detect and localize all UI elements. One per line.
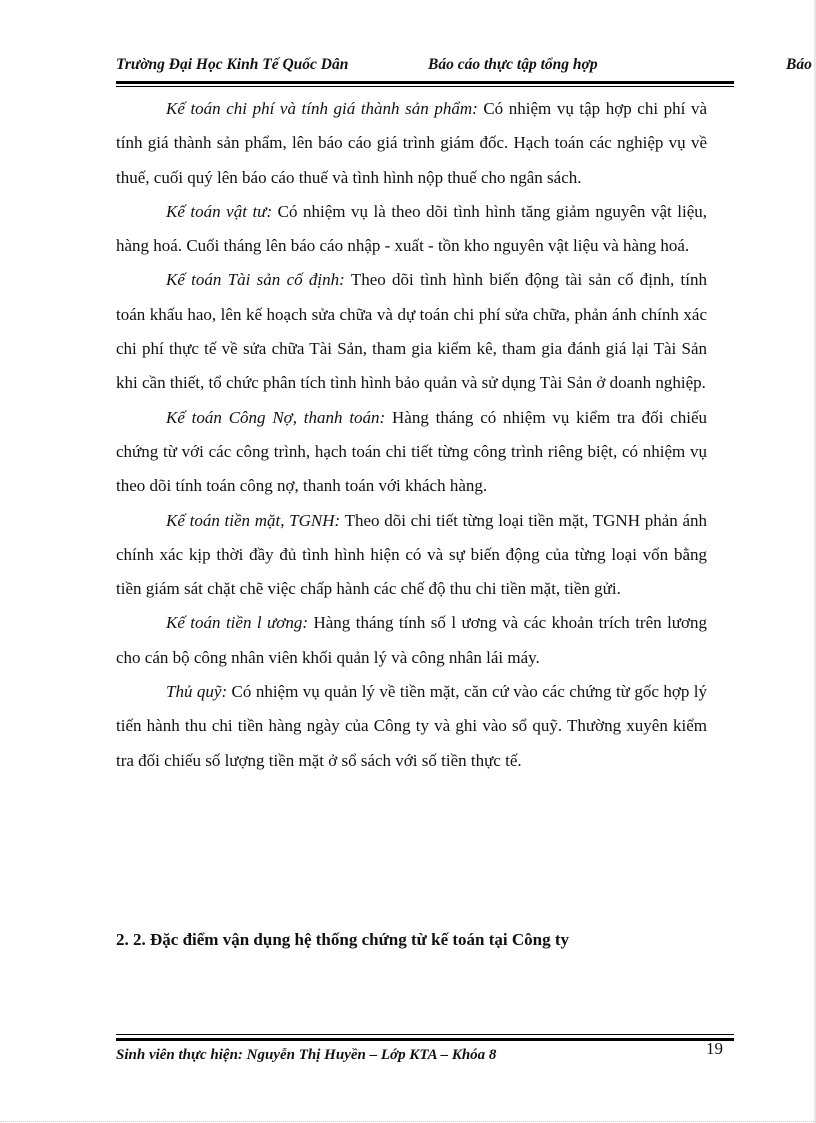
paragraph-text: Có nhiệm vụ quản lý về tiền mặt, căn cứ vào các chứng từ gốc hợp lý tiến hành thu chi tiền hàng ngày của Công ty và ghi vào sổ quỹ. Thường xuyên kiểm tra đối chiếu số lượng tiền mặt ở sổ sách với số tiền thực tế. xyxy=(116,682,707,770)
paragraph-text: Theo dõi chi tiết từng loại tiền mặt, TGNH phản ánh chính xác kịp thời đầy đủ tình hình hiện có và sự biến động của từng loại vốn bằng tiền giám sát chặt chẽ việc chấp hành các chế độ thu chi tiền mặt, tiền gửi. xyxy=(116,510,707,599)
paragraph-term: Kế toán vật tư: xyxy=(166,201,273,221)
paragraph-term: Kế toán Công Nợ, thanh toán: xyxy=(166,407,386,427)
header-rule-thin xyxy=(116,86,734,87)
footer-student-info: Sinh viên thực hiện: Nguyễn Thị Huyền – Lớp KTA – Khóa 8 xyxy=(116,1047,497,1063)
paragraph-materials-accounting xyxy=(116,195,707,264)
paragraph-text: Có nhiệm vụ là theo dõi tình hình tăng giảm nguyên vật liệu, hàng hoá. Cuối tháng lên báo cáo nhập - xuất - tồn kho nguyên vật liệu và hàng hoá. xyxy=(116,201,707,256)
paragraph-cost-accounting xyxy=(116,92,707,195)
paragraph-term: Kế toán tiền mặt, TGNH: xyxy=(166,510,341,530)
paragraph-cash-accounting xyxy=(116,504,707,607)
paragraph-text: Có nhiệm vụ tập hợp chi phí và tính giá thành sản phẩm, lên báo cáo giá trình giám đốc. Hạch toán các nghiệp vụ về thuế, cuối quý lên báo cáo thuế và tình hình nộp thuế cho ngân sách. xyxy=(116,99,707,187)
footer-rule-thin xyxy=(116,1034,734,1035)
header-report-short: Báo xyxy=(786,56,812,73)
paragraph-term: Kế toán tiền l ương: xyxy=(166,613,309,633)
page-header xyxy=(116,56,816,82)
body-text xyxy=(116,92,707,778)
paragraph-text: Hàng tháng tính số l ương và các khoản trích trên lương cho cán bộ công nhân viên khối quản lý và công nhân lái máy. xyxy=(116,613,707,667)
footer-rule-thick xyxy=(116,1038,734,1041)
paragraph-text: Hàng tháng có nhiệm vụ kiểm tra đối chiếu chứng từ với các công trình, hạch toán chi tiết từng công trình riêng biệt, có nhiệm vụ theo dõi tính toán công nợ, thanh toán với khách hàng. xyxy=(116,407,707,496)
section-heading: 2. 2. Đặc điểm vận dụng hệ thống chứng từ kế toán tại Công ty xyxy=(116,930,570,949)
paragraph-fixed-assets-accounting xyxy=(116,263,707,400)
paragraph-text: Theo dõi tình hình biến động tài sản cố định, tính toán khấu hao, lên kế hoạch sửa chữa và dự toán chi phí sửa chữa, phản ánh chính xác chi phí thực tế về sửa chữa Tài Sản, tham gia kiểm kê, tham gia đánh giá lại Tài Sản khi cần thiết, tổ chức phân tích tình hình bảo quản và sử dụng Tài Sản ở doanh nghiệp. xyxy=(116,270,707,393)
paragraph-cashier xyxy=(116,675,707,778)
paragraph-payables-accounting xyxy=(116,401,707,504)
header-school: Trường Đại Học Kinh Tế Quốc Dân xyxy=(116,56,349,73)
paragraph-term: Kế toán chi phí và tính giá thành sản phẩm: xyxy=(166,99,478,118)
header-report-title: Báo cáo thực tập tổng hợp xyxy=(428,56,598,73)
header-rule-thick xyxy=(116,81,734,84)
paragraph-payroll-accounting xyxy=(116,606,707,675)
paragraph-term: Thủ quỹ: xyxy=(166,682,228,702)
page-number: 19 xyxy=(706,1039,723,1058)
paragraph-term: Kế toán Tài sản cố định: xyxy=(166,270,345,290)
